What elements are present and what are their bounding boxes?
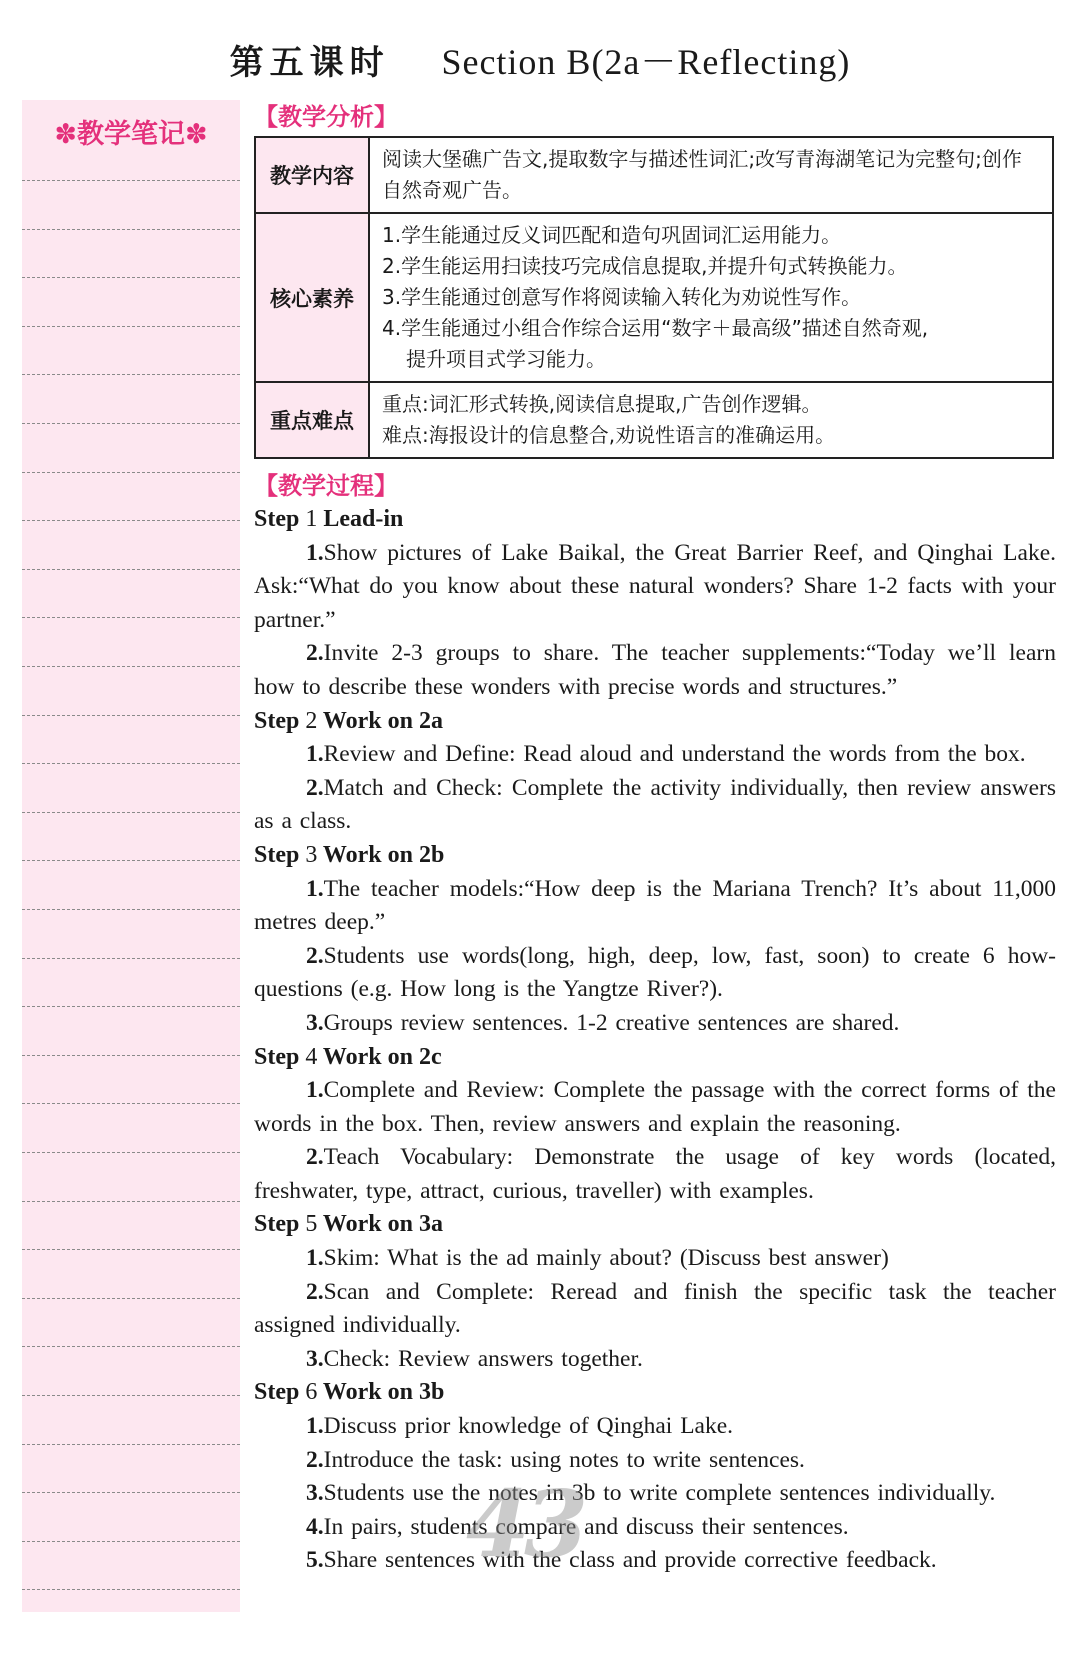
step-item [254,1276,1056,1343]
step-item [254,1074,1056,1141]
step-heading [254,503,1056,537]
step-word: Step [254,707,300,734]
item-number: 4. [306,1513,324,1540]
note-line [22,423,240,424]
item-text: Scan and Complete: Reread and finish the specific task the teacher assigned individually. [254,1278,1056,1339]
item-text: The teacher models:“How deep is the Mariana Trench? It’s about 11,000 metres deep.” [254,875,1056,936]
step-item [254,537,1056,638]
step-heading [254,1041,1056,1075]
item-number: 2. [306,1446,324,1473]
note-line [22,472,240,473]
content-line: 2.学生能运用扫读技巧完成信息提取,并提升句式转换能力。 [382,254,908,278]
step-title: Work on 2c [322,1043,442,1070]
step-title: Work on 3a [322,1211,443,1238]
content-line: 重点:词汇形式转换,阅读信息提取,广告创作逻辑。 [382,392,822,416]
note-line [22,763,240,764]
item-number: 1. [306,741,324,768]
note-line [22,1541,240,1542]
step-item [254,637,1056,704]
note-line [22,229,240,230]
step-word: Step [254,506,300,532]
item-number: 5. [306,1547,324,1574]
step-item [254,1444,1056,1478]
item-number: 1. [306,1077,324,1104]
step-item [254,1242,1056,1276]
process-heading: 【教学过程】 [254,472,398,500]
note-line [22,1589,240,1590]
content-line: 1.学生能通过反义词匹配和造句巩固词汇运用能力。 [382,223,842,247]
step-item [254,1544,1056,1578]
analysis-heading: 【教学分析】 [254,103,398,131]
notes-sidebar-title: ✽教学笔记✽ [54,119,208,150]
step-word: Step [254,1379,300,1406]
note-line [22,666,240,667]
item-text: Skim: What is the ad mainly about? (Discuss best answer) [323,1245,889,1272]
item-number: 1. [306,1413,324,1440]
note-line [22,1055,240,1056]
step-number: 4 [305,1043,318,1070]
page-number: 43 [466,1470,583,1578]
content-line: 4.学生能通过小组合作综合运用“数字＋最高级”描述自然奇观, [382,316,929,340]
step-item [254,1410,1056,1444]
row-label-keypoints: 重点难点 [255,382,369,458]
note-line [22,1103,240,1104]
item-number: 2. [306,942,324,969]
step-item [254,1141,1056,1208]
item-text: Groups review sentences. 1-2 creative sentences are shared. [323,1009,900,1036]
step-item [254,940,1056,1007]
note-line [22,812,240,813]
note-line [22,909,240,910]
note-line [22,520,240,521]
note-line [22,617,240,618]
content-line: 提升项目式学习能力。 [406,347,606,371]
table-row [255,213,1053,382]
note-line [22,1444,240,1445]
item-text: Invite 2-3 groups to share. The teacher supplements:“Today we’ll learn how to describe these wonders with precise words and structures.” [254,640,1056,700]
step-number: 3 [305,841,318,868]
item-number: 2. [306,774,324,801]
page-title [0,34,1080,85]
item-text: Review and Define: Read aloud and understand the words from the box. [323,741,1026,768]
step-item [254,873,1056,940]
step-number: 2 [305,707,318,734]
note-line [22,715,240,716]
step-word: Step [254,1211,300,1238]
note-line [22,326,240,327]
note-line [22,1152,240,1153]
step-title: Work on 3b [322,1379,445,1406]
note-line [22,860,240,861]
note-line [22,1201,240,1202]
step-number: 1 [305,506,318,532]
item-text: Check: Review answers together. [323,1345,643,1372]
item-number: 1. [306,539,324,566]
note-line [22,958,240,959]
note-line [22,1346,240,1347]
content-line: 阅读大堡礁广告文,提取数字与描述性词汇;改写青海湖笔记为完整句;创作自然奇观广告。 [382,147,1022,202]
item-text: Share sentences with the class and provide corrective feedback. [323,1547,937,1574]
row-content [369,213,1053,382]
item-text: In pairs, students compare and discuss their sentences. [323,1513,849,1540]
item-number: 3. [306,1345,324,1372]
step-heading [254,1376,1056,1410]
note-line [22,1298,240,1299]
row-label-literacy: 核心素养 [255,213,369,382]
lesson-label: 第五课时 [229,43,390,83]
item-text: Complete and Review: Complete the passage with the correct forms of the words in the box. Then, review answers and explain the reasoning. [254,1077,1056,1137]
item-number: 2. [306,1278,324,1305]
note-line [22,180,240,181]
note-line [22,1395,240,1396]
item-number: 3. [306,1009,324,1036]
step-item [254,772,1056,839]
step-heading [254,705,1056,739]
table-row [255,382,1053,458]
row-label-content: 教学内容 [255,137,369,213]
step-title: Lead-in [323,506,404,532]
step-number: 6 [305,1379,318,1406]
item-text: Discuss prior knowledge of Qinghai Lake. [323,1413,734,1440]
item-text: Show pictures of Lake Baikal, the Great Barrier Reef, and Qinghai Lake. Ask:“What do you know about these natural wonders? Share 1-2 facts with your partner.” [254,539,1056,633]
content-line: 3.学生能通过创意写作将阅读输入转化为劝说性写作。 [382,285,862,309]
note-line [22,1249,240,1250]
item-number: 1. [306,1245,324,1272]
step-item [254,738,1056,772]
step-heading [254,839,1056,873]
content-line: 难点:海报设计的信息整合,劝说性语言的准确运用。 [382,423,836,447]
step-word: Step [254,1043,300,1070]
step-item [254,1343,1056,1377]
step-item [254,1477,1056,1511]
notes-sidebar [22,100,240,1612]
item-number: 3. [306,1480,324,1507]
item-number: 2. [306,1144,324,1171]
step-word: Step [254,841,300,868]
item-text: Students use words(long, high, deep, low, fast, soon) to create 6 how-questions (e.g. How long is the Yangtze River?). [254,942,1056,1003]
step-item [254,1007,1056,1041]
main-content [254,100,1056,1578]
item-number: 2. [306,640,324,667]
row-content [369,137,1053,213]
analysis-table [254,136,1054,459]
note-line [22,569,240,570]
item-text: Students use the notes in 3b to write complete sentences individually. [323,1480,996,1507]
note-line [22,374,240,375]
step-title: Work on 2b [322,841,445,868]
item-text: Teach Vocabulary: Demonstrate the usage of key words (located, freshwater, type, attract, curious, traveller) with examples. [254,1144,1056,1204]
step-number: 5 [305,1211,318,1238]
note-line [22,1006,240,1007]
note-line [22,1492,240,1493]
step-heading [254,1208,1056,1242]
step-item [254,1511,1056,1545]
steps-list [254,503,1056,1578]
section-label: Section B(2a－Reflecting) [441,42,851,82]
step-title: Work on 2a [322,707,443,734]
item-text: Introduce the task: using notes to write sentences. [323,1446,805,1473]
note-line [22,277,240,278]
item-text: Match and Check: Complete the activity individually, then review answers as a class. [254,774,1056,835]
item-number: 1. [306,875,324,902]
table-row [255,137,1053,213]
row-content [369,382,1053,458]
